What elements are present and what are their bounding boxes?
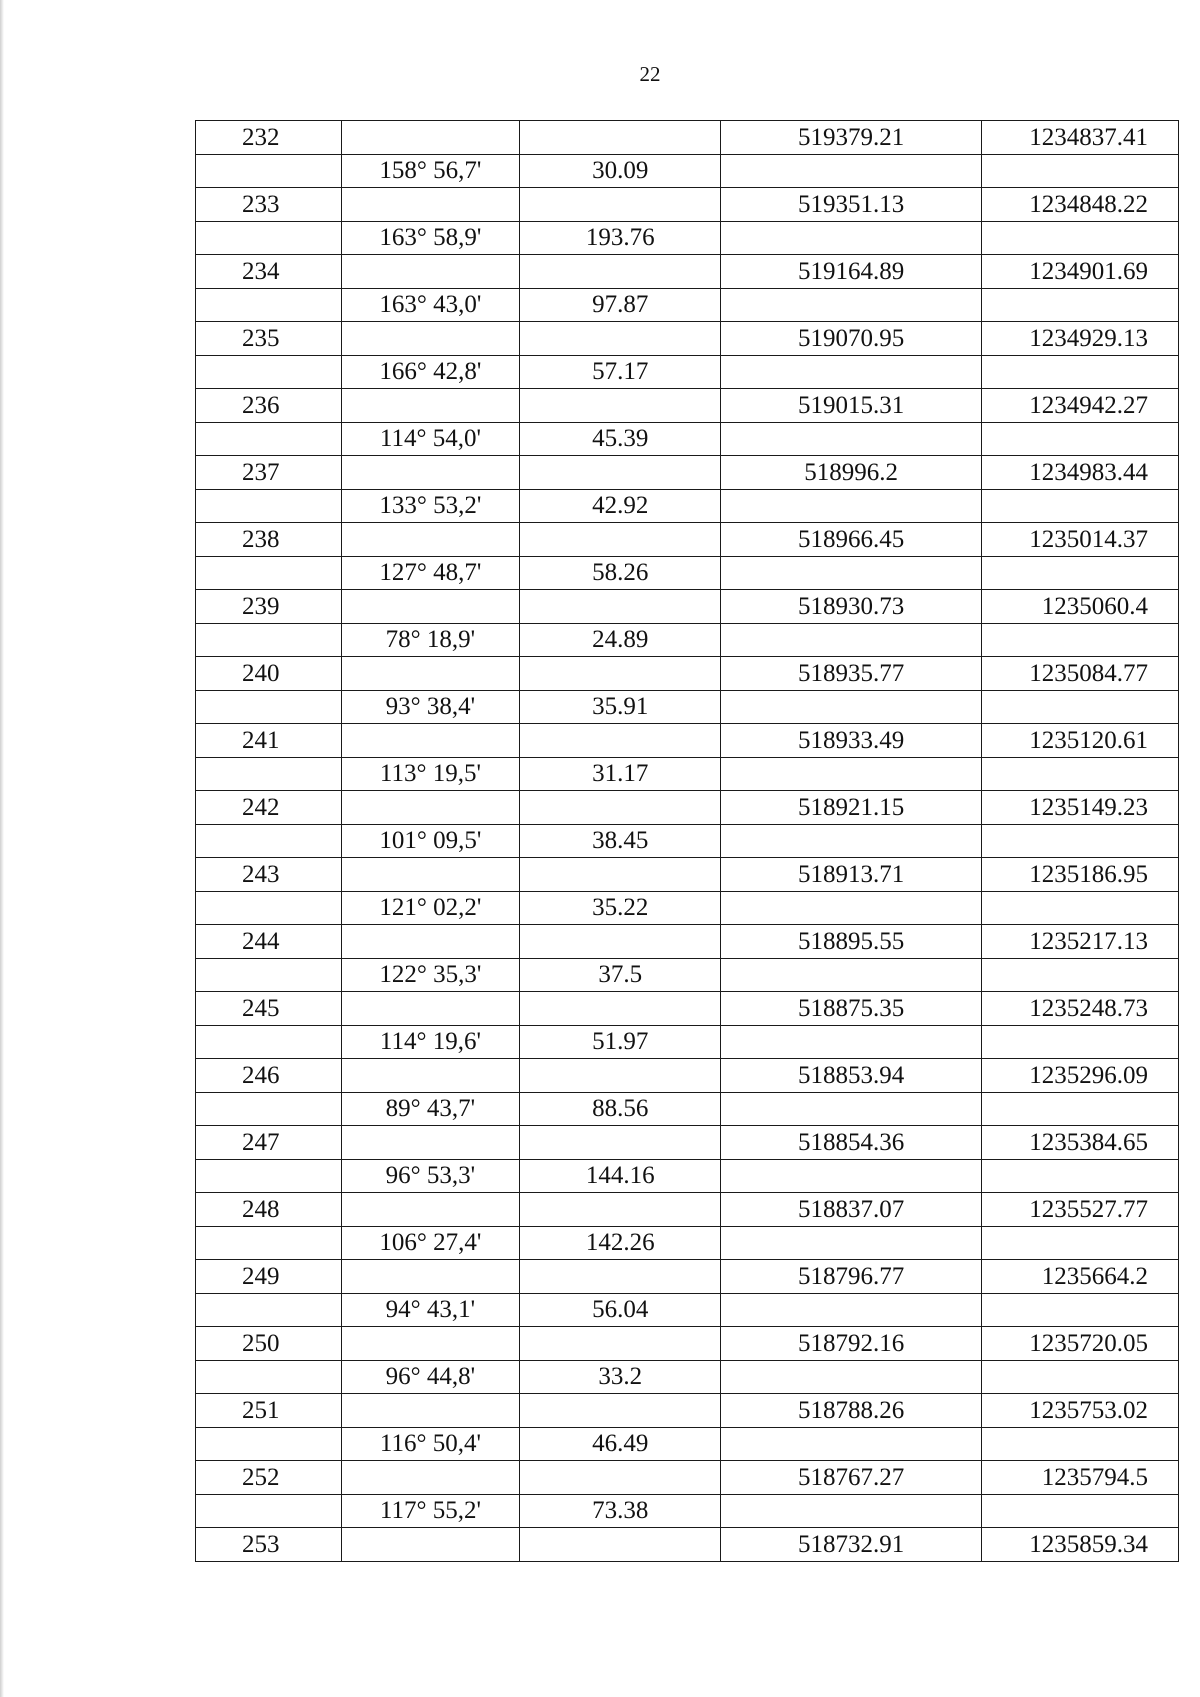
point-number-cell [196,958,342,992]
point-number-cell [196,221,342,255]
segment-row [196,1226,1179,1260]
y-coordinate-cell [982,1293,1179,1327]
x-coordinate-cell [721,489,982,523]
x-coordinate-cell [721,355,982,389]
point-number-cell: 232 [196,121,342,155]
point-number-cell [196,1427,342,1461]
x-coordinate-cell: 518732.91 [721,1528,982,1562]
point-number-cell [196,690,342,724]
point-number-cell: 236 [196,389,342,423]
segment-row [196,1025,1179,1059]
direction-angle-cell [341,1394,520,1428]
direction-angle-cell: 96° 44,8' [341,1360,520,1394]
distance-cell: 97.87 [520,288,721,322]
distance-cell [520,858,721,892]
direction-angle-cell: 122° 35,3' [341,958,520,992]
distance-cell: 33.2 [520,1360,721,1394]
distance-cell: 193.76 [520,221,721,255]
point-number-cell: 233 [196,188,342,222]
distance-cell [520,1193,721,1227]
y-coordinate-cell [982,1092,1179,1126]
distance-cell [520,657,721,691]
segment-row [196,355,1179,389]
y-coordinate-cell: 1235248.73 [982,992,1179,1026]
direction-angle-cell: 114° 19,6' [341,1025,520,1059]
segment-row [196,690,1179,724]
direction-angle-cell [341,1260,520,1294]
y-coordinate-cell: 1235296.09 [982,1059,1179,1093]
point-number-cell: 238 [196,523,342,557]
point-row [196,1059,1179,1093]
x-coordinate-cell [721,556,982,590]
y-coordinate-cell [982,958,1179,992]
segment-row [196,958,1179,992]
x-coordinate-cell: 519015.31 [721,389,982,423]
direction-angle-cell [341,992,520,1026]
y-coordinate-cell: 1235720.05 [982,1327,1179,1361]
direction-angle-cell: 114° 54,0' [341,422,520,456]
distance-cell [520,1260,721,1294]
x-coordinate-cell: 518792.16 [721,1327,982,1361]
y-coordinate-cell [982,690,1179,724]
point-row [196,992,1179,1026]
x-coordinate-cell: 518930.73 [721,590,982,624]
segment-row [196,824,1179,858]
x-coordinate-cell [721,154,982,188]
distance-cell [520,1461,721,1495]
distance-cell: 144.16 [520,1159,721,1193]
segment-row [196,489,1179,523]
y-coordinate-cell [982,221,1179,255]
segment-row [196,757,1179,791]
distance-cell: 51.97 [520,1025,721,1059]
x-coordinate-cell [721,958,982,992]
point-number-cell: 246 [196,1059,342,1093]
distance-cell: 57.17 [520,355,721,389]
y-coordinate-cell [982,1360,1179,1394]
point-number-cell: 249 [196,1260,342,1294]
point-number-cell: 248 [196,1193,342,1227]
distance-cell: 31.17 [520,757,721,791]
direction-angle-cell [341,1059,520,1093]
point-row [196,188,1179,222]
direction-angle-cell [341,456,520,490]
distance-cell: 58.26 [520,556,721,590]
direction-angle-cell [341,1327,520,1361]
x-coordinate-cell: 518996.2 [721,456,982,490]
y-coordinate-cell: 1235186.95 [982,858,1179,892]
x-coordinate-cell [721,288,982,322]
point-row [196,121,1179,155]
direction-angle-cell [341,322,520,356]
point-row [196,1193,1179,1227]
y-coordinate-cell [982,757,1179,791]
x-coordinate-cell: 518921.15 [721,791,982,825]
y-coordinate-cell [982,422,1179,456]
point-number-cell [196,824,342,858]
y-coordinate-cell [982,1159,1179,1193]
segment-row [196,1293,1179,1327]
y-coordinate-cell [982,1494,1179,1528]
distance-cell [520,791,721,825]
y-coordinate-cell: 1235753.02 [982,1394,1179,1428]
distance-cell [520,322,721,356]
distance-cell: 142.26 [520,1226,721,1260]
direction-angle-cell: 166° 42,8' [341,355,520,389]
direction-angle-cell: 163° 58,9' [341,221,520,255]
distance-cell: 35.22 [520,891,721,925]
point-number-cell [196,1159,342,1193]
y-coordinate-cell: 1234942.27 [982,389,1179,423]
x-coordinate-cell [721,824,982,858]
distance-cell [520,1327,721,1361]
direction-angle-cell [341,1126,520,1160]
point-number-cell [196,556,342,590]
distance-cell [520,255,721,289]
y-coordinate-cell [982,288,1179,322]
x-coordinate-cell [721,1293,982,1327]
distance-cell [520,1394,721,1428]
direction-angle-cell: 117° 55,2' [341,1494,520,1528]
y-coordinate-cell: 1235527.77 [982,1193,1179,1227]
x-coordinate-cell: 518875.35 [721,992,982,1026]
direction-angle-cell [341,255,520,289]
direction-angle-cell [341,121,520,155]
direction-angle-cell [341,1528,520,1562]
direction-angle-cell: 101° 09,5' [341,824,520,858]
y-coordinate-cell: 1235120.61 [982,724,1179,758]
x-coordinate-cell [721,1159,982,1193]
point-number-cell: 235 [196,322,342,356]
scan-edge-shadow [0,0,4,1697]
point-row [196,255,1179,289]
point-number-cell: 242 [196,791,342,825]
direction-angle-cell: 133° 53,2' [341,489,520,523]
point-number-cell: 247 [196,1126,342,1160]
coordinates-table [195,120,1179,1562]
segment-row [196,288,1179,322]
point-row [196,1394,1179,1428]
y-coordinate-cell [982,824,1179,858]
point-number-cell: 237 [196,456,342,490]
point-row [196,456,1179,490]
y-coordinate-cell: 1235664.2 [982,1260,1179,1294]
y-coordinate-cell: 1235084.77 [982,657,1179,691]
direction-angle-cell: 96° 53,3' [341,1159,520,1193]
point-row [196,590,1179,624]
point-number-cell [196,1293,342,1327]
segment-row [196,1360,1179,1394]
point-number-cell [196,757,342,791]
point-row [196,925,1179,959]
direction-angle-cell [341,389,520,423]
point-row [196,1528,1179,1562]
x-coordinate-cell [721,1025,982,1059]
point-row [196,523,1179,557]
segment-row [196,1159,1179,1193]
point-number-cell: 244 [196,925,342,959]
point-number-cell [196,489,342,523]
point-number-cell: 245 [196,992,342,1026]
x-coordinate-cell: 519379.21 [721,121,982,155]
distance-cell: 42.92 [520,489,721,523]
point-number-cell [196,1025,342,1059]
point-row [196,657,1179,691]
x-coordinate-cell: 518767.27 [721,1461,982,1495]
direction-angle-cell: 163° 43,0' [341,288,520,322]
point-number-cell: 243 [196,858,342,892]
point-number-cell [196,154,342,188]
x-coordinate-cell [721,221,982,255]
point-number-cell [196,355,342,389]
x-coordinate-cell [721,690,982,724]
direction-angle-cell [341,523,520,557]
direction-angle-cell [341,657,520,691]
x-coordinate-cell: 518895.55 [721,925,982,959]
y-coordinate-cell: 1235014.37 [982,523,1179,557]
distance-cell: 46.49 [520,1427,721,1461]
point-number-cell: 253 [196,1528,342,1562]
direction-angle-cell: 93° 38,4' [341,690,520,724]
distance-cell [520,1126,721,1160]
y-coordinate-cell: 1235859.34 [982,1528,1179,1562]
x-coordinate-cell: 519164.89 [721,255,982,289]
distance-cell [520,925,721,959]
x-coordinate-cell [721,757,982,791]
segment-row [196,154,1179,188]
point-number-cell: 239 [196,590,342,624]
y-coordinate-cell: 1235060.4 [982,590,1179,624]
distance-cell [520,1528,721,1562]
page-number: 22 [639,62,661,86]
x-coordinate-cell: 518935.77 [721,657,982,691]
segment-row [196,556,1179,590]
distance-cell [520,1059,721,1093]
y-coordinate-cell: 1234848.22 [982,188,1179,222]
x-coordinate-cell: 518853.94 [721,1059,982,1093]
x-coordinate-cell [721,1494,982,1528]
distance-cell [520,456,721,490]
x-coordinate-cell [721,1360,982,1394]
x-coordinate-cell [721,1226,982,1260]
point-number-cell: 251 [196,1394,342,1428]
distance-cell: 56.04 [520,1293,721,1327]
direction-angle-cell: 78° 18,9' [341,623,520,657]
point-number-cell [196,623,342,657]
direction-angle-cell [341,858,520,892]
x-coordinate-cell [721,1427,982,1461]
x-coordinate-cell: 518788.26 [721,1394,982,1428]
segment-row [196,1427,1179,1461]
x-coordinate-cell: 518933.49 [721,724,982,758]
distance-cell: 30.09 [520,154,721,188]
x-coordinate-cell: 518796.77 [721,1260,982,1294]
point-row [196,322,1179,356]
point-number-cell: 240 [196,657,342,691]
point-row [196,858,1179,892]
y-coordinate-cell [982,891,1179,925]
point-number-cell: 234 [196,255,342,289]
distance-cell: 24.89 [520,623,721,657]
y-coordinate-cell [982,1427,1179,1461]
y-coordinate-cell: 1235794.5 [982,1461,1179,1495]
x-coordinate-cell: 518966.45 [721,523,982,557]
distance-cell [520,992,721,1026]
point-number-cell: 250 [196,1327,342,1361]
direction-angle-cell [341,925,520,959]
distance-cell: 73.38 [520,1494,721,1528]
point-row [196,1126,1179,1160]
y-coordinate-cell [982,1226,1179,1260]
direction-angle-cell [341,1461,520,1495]
segment-row [196,1092,1179,1126]
direction-angle-cell [341,1193,520,1227]
y-coordinate-cell [982,623,1179,657]
coordinates-table-body [196,121,1179,1562]
direction-angle-cell: 127° 48,7' [341,556,520,590]
point-number-cell: 241 [196,724,342,758]
y-coordinate-cell [982,1025,1179,1059]
y-coordinate-cell: 1235149.23 [982,791,1179,825]
x-coordinate-cell [721,623,982,657]
x-coordinate-cell [721,891,982,925]
y-coordinate-cell [982,154,1179,188]
point-number-cell [196,1494,342,1528]
point-row [196,791,1179,825]
point-row [196,1461,1179,1495]
point-row [196,724,1179,758]
x-coordinate-cell: 519351.13 [721,188,982,222]
distance-cell [520,724,721,758]
point-number-cell [196,288,342,322]
segment-row [196,891,1179,925]
point-row [196,1260,1179,1294]
point-row [196,1327,1179,1361]
direction-angle-cell: 106° 27,4' [341,1226,520,1260]
y-coordinate-cell: 1234929.13 [982,322,1179,356]
segment-row [196,623,1179,657]
point-number-cell: 252 [196,1461,342,1495]
segment-row [196,221,1179,255]
distance-cell: 38.45 [520,824,721,858]
distance-cell: 88.56 [520,1092,721,1126]
y-coordinate-cell: 1235217.13 [982,925,1179,959]
x-coordinate-cell [721,1092,982,1126]
distance-cell: 45.39 [520,422,721,456]
direction-angle-cell: 89° 43,7' [341,1092,520,1126]
point-number-cell [196,891,342,925]
y-coordinate-cell: 1234983.44 [982,456,1179,490]
direction-angle-cell: 113° 19,5' [341,757,520,791]
distance-cell [520,590,721,624]
y-coordinate-cell: 1234901.69 [982,255,1179,289]
direction-angle-cell: 158° 56,7' [341,154,520,188]
point-number-cell [196,1226,342,1260]
direction-angle-cell [341,188,520,222]
point-number-cell [196,1092,342,1126]
point-number-cell [196,1360,342,1394]
direction-angle-cell: 121° 02,2' [341,891,520,925]
y-coordinate-cell [982,489,1179,523]
x-coordinate-cell [721,422,982,456]
x-coordinate-cell: 518913.71 [721,858,982,892]
distance-cell: 37.5 [520,958,721,992]
distance-cell: 35.91 [520,690,721,724]
distance-cell [520,389,721,423]
distance-cell [520,121,721,155]
distance-cell [520,523,721,557]
direction-angle-cell: 116° 50,4' [341,1427,520,1461]
direction-angle-cell [341,724,520,758]
segment-row [196,1494,1179,1528]
x-coordinate-cell: 518854.36 [721,1126,982,1160]
y-coordinate-cell [982,355,1179,389]
point-number-cell [196,422,342,456]
point-row [196,389,1179,423]
distance-cell [520,188,721,222]
y-coordinate-cell: 1234837.41 [982,121,1179,155]
x-coordinate-cell: 519070.95 [721,322,982,356]
segment-row [196,422,1179,456]
x-coordinate-cell: 518837.07 [721,1193,982,1227]
y-coordinate-cell [982,556,1179,590]
direction-angle-cell: 94° 43,1' [341,1293,520,1327]
direction-angle-cell [341,590,520,624]
direction-angle-cell [341,791,520,825]
y-coordinate-cell: 1235384.65 [982,1126,1179,1160]
